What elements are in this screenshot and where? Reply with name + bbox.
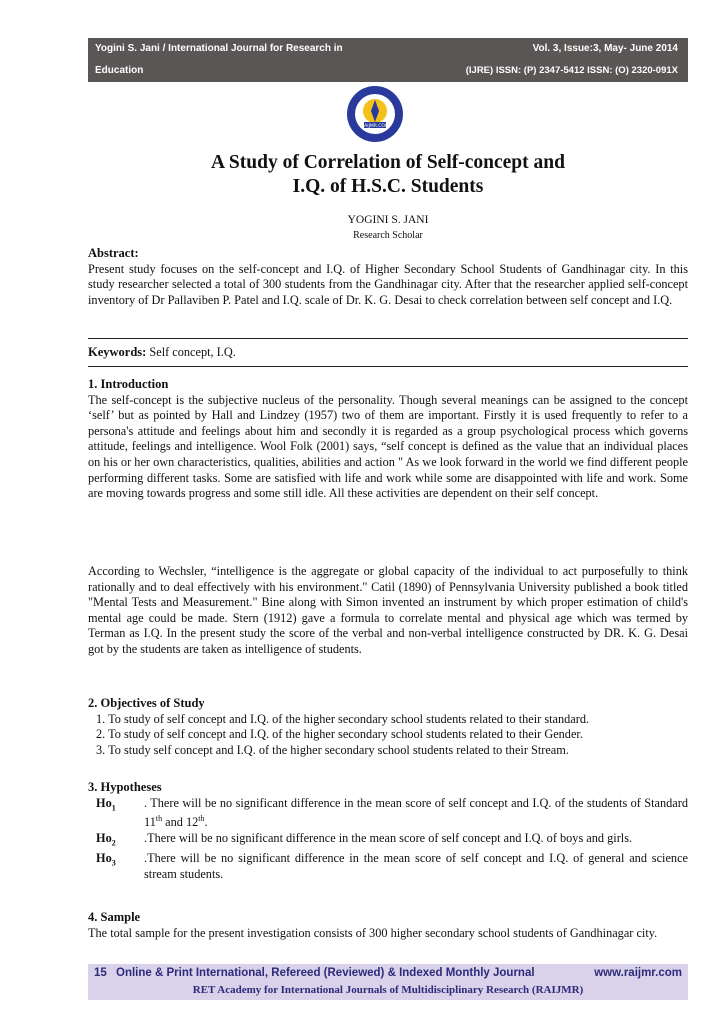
footer-website-link[interactable]: www.raijmr.com [594,967,682,979]
paper-title-line2: I.Q. of H.S.C. Students [292,176,484,197]
introduction-section [88,377,688,502]
hypothesis-label: Ho [96,850,112,865]
introduction-paragraph-1: The self-concept is the subjective nucleus of the personality. Though several meanings can be assigned to the concept ‘self’ but as pointed by Hall and Lindzey (1957) two of them are important. Firstly it is used frequently to refer to a persona's attitude and feelings about him and secondly it is regarded as a group psychological process which governs attitude, feelings and intelligence. Wool Folk (2001) says, “self concept is defined as the value that an individual places on his or her own characteristics, qualities, abilities and action " As we look forward in the world we find different people performing different tasks. Some are satisfied with life and work while some are disappointed with life and work. Some are moving towards progress and some still idle. All these activities are dependent on their self concept. [88,392,688,501]
divider-bottom [88,366,688,367]
sample-text: The total sample for the present investigation consists of 300 higher secondary school students of Gandhinagar city. [88,925,658,940]
footer-journal-type: Online & Print International, Refereed (Reviewed) & Indexed Monthly Journal [116,967,535,979]
hypothesis-label: Ho [96,795,112,810]
header-journal-name: Yogini S. Jani / International Journal for Research in [95,43,343,54]
hypothesis-subscript: 3 [111,858,116,868]
hypothesis-subscript: 1 [111,803,116,813]
logo-text: RAIJMR.COM [361,124,389,129]
paper-title-line1: A Study of Correlation of Self-concept and [211,152,565,173]
header-volume: Vol. 3, Issue:3, May- June 2014 [532,43,678,54]
objectives-section [88,696,688,758]
divider-top [88,338,688,339]
abstract-text: Present study focuses on the self-concept and I.Q. of Higher Secondary School Students of Gandhinagar city. In this study researcher selected a total of 300 students from the Gandhinagar city. After that the researcher applied self-concept inventory of Dr Pallaviben P. Patel and I.Q. scale of Dr. K. G. Desai to check correlation between self concept and I.Q. [88,261,688,307]
objective-item: 2. To study of self concept and I.Q. of the higher secondary school students related to their Gender. [96,727,583,742]
hypothesis-2 [88,831,688,851]
ordinal-superscript: th [155,814,163,824]
hypothesis-text: .There will be no significant difference in the mean score of self concept and I.Q. of boys and girls. [144,830,633,845]
header-issn: (IJRE) ISSN: (P) 2347-5412 ISSN: (O) 2320-091X [465,65,678,76]
hypothesis-text: and 12 [162,815,199,830]
hypothesis-label: Ho [96,830,112,845]
raijmr-seal-logo [346,85,404,143]
journal-header [88,38,688,82]
footer-publisher: RET Academy for International Journals of Multidisciplinary Research (RAIJMR) [192,984,584,996]
abstract-section [88,246,688,308]
hypothesis-1 [88,796,688,831]
author-role: Research Scholar [353,230,423,241]
journal-footer [88,964,688,1000]
introduction-paragraph-2: According to Wechsler, “intelligence is the aggregate or global capacity of the individual to act purposefully to think rationally and to deal effectively with his environment." Catil (1890) of Pennsylvania University published a book titled "Mental Tests and Measurement." Bine along with Simon invented an instrument by which proper estimation of child's mental age could be made. Stern (1912) gave a formula to correlate mental and physical age which was termed by Terman as I.Q. In the present study the score of the verbal and non-verbal intelligence constructed by DR. K. G. Desai got by the students are taken as intelligence of students. [88,564,688,656]
hypothesis-3 [88,851,688,882]
ordinal-superscript: th [198,814,205,824]
sample-section [88,910,688,941]
hypothesis-text: . [204,815,208,830]
abstract-heading: Abstract: [88,246,139,260]
page-number: 15 [94,967,107,979]
keywords-text: Self concept, I.Q. [146,345,236,359]
objective-item: 3. To study self concept and I.Q. of the higher secondary school students related to their Stream. [96,742,569,757]
keywords-label: Keywords: [88,345,147,359]
keywords-line [88,345,688,361]
objectives-list [88,712,688,759]
author-name: YOGINI S. JANI [347,214,429,226]
hypothesis-text: .There will be no significant difference in the mean score of self concept and I.Q. of general and science stream students. [144,850,688,881]
hypothesis-subscript: 2 [111,838,116,848]
hypothesis-text: . There will be no significant difference in the mean score of self concept and I.Q. of the students of Standard 11 [144,795,688,830]
hypotheses-heading: 3. Hypotheses [88,780,162,794]
hypotheses-section [88,780,688,882]
header-journal-name-cont: Education [95,65,144,76]
introduction-heading: 1. Introduction [88,377,169,391]
objectives-heading: 2. Objectives of Study [88,696,205,710]
objective-item: 1. To study of self concept and I.Q. of the higher secondary school students related to their standard. [96,711,590,726]
sample-heading: 4. Sample [88,910,141,924]
